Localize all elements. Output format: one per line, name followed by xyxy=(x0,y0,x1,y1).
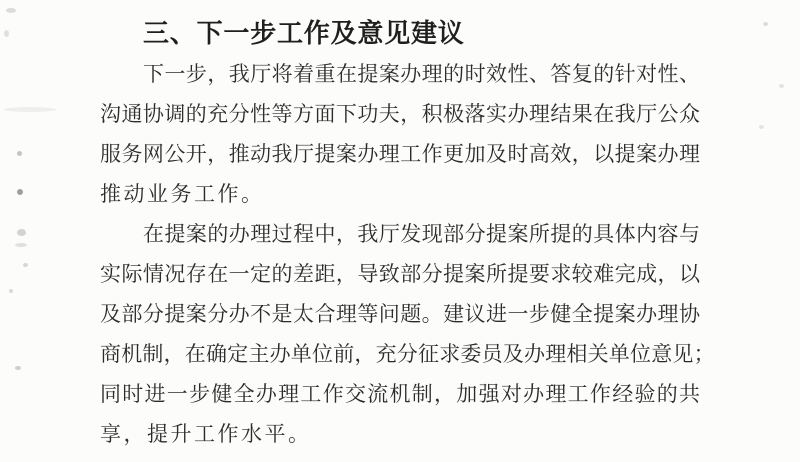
body-line-3: 服务网公开，推动我厅提案办理工作更加及时高效，以提案办理 xyxy=(100,142,700,166)
body-line-8: 商机制，在确定主办单位前，充分征求委员及办理相关单位意见； xyxy=(100,342,715,366)
scan-artifact xyxy=(9,289,13,293)
scan-artifact xyxy=(759,125,764,129)
scan-artifact xyxy=(23,263,28,267)
scan-artifact xyxy=(4,30,9,37)
section-heading: 三、下一步工作及意见建议 xyxy=(143,19,465,48)
body-line-10: 享，提升工作水平。 xyxy=(100,422,312,446)
body-line-5: 在提案的办理过程中，我厅发现部分提案所提的具体内容与 xyxy=(143,222,700,246)
scan-artifact xyxy=(15,366,21,370)
document-body xyxy=(100,14,715,454)
body-line-4: 推动业务工作。 xyxy=(100,182,265,206)
scan-artifact xyxy=(4,107,56,112)
scan-artifact xyxy=(17,189,23,195)
scan-artifact xyxy=(15,243,27,247)
body-line-1: 下一步，我厅将着重在提案办理的时效性、答复的针对性、 xyxy=(143,62,700,86)
body-line-2: 沟通协调的充分性等方面下功夫，积极落实办理结果在我厅公众 xyxy=(100,102,700,126)
scan-artifact xyxy=(763,22,768,26)
scan-artifact xyxy=(17,151,22,156)
scan-artifact xyxy=(6,8,16,13)
body-line-9: 同时进一步健全办理工作交流机制，加强对办理工作经验的共 xyxy=(100,382,700,406)
body-line-7: 及部分提案分办不是太合理等问题。建议进一步健全提案办理协 xyxy=(100,302,700,326)
body-line-6: 实际情况存在一定的差距，导致部分提案所提要求较难完成，以 xyxy=(100,262,700,286)
scan-artifact xyxy=(779,84,784,88)
scan-artifact xyxy=(17,229,26,236)
